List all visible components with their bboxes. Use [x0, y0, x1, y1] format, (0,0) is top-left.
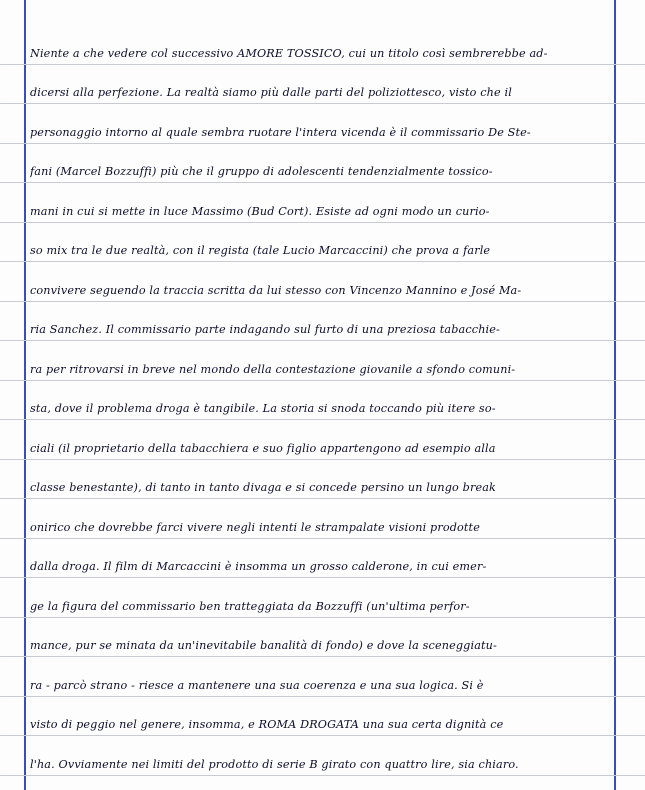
ruled-line: [0, 103, 645, 104]
ruled-line: [0, 301, 645, 302]
handwritten-line: mance, pur se minata da un'inevitabile banalità di fondo) e dove la sceneggiatu-: [30, 639, 497, 652]
handwritten-line: ge la figura del commissario ben tratteggiata da Bozzuffi (un'ultima perfor-: [30, 600, 470, 613]
ruled-line: [0, 538, 645, 539]
handwritten-line: convivere seguendo la traccia scritta da lui stesso con Vincenzo Mannino e José Ma-: [30, 284, 522, 297]
handwritten-line: l'ha. Ovviamente nei limiti del prodotto di serie B girato con quattro lire, sia chiaro.: [30, 758, 519, 771]
handwritten-line: dalla droga. Il film di Marcaccini è insomma un grosso calderone, in cui emer-: [30, 560, 487, 573]
handwritten-line: personaggio intorno al quale sembra ruotare l'intera vicenda è il commissario De Ste-: [30, 126, 531, 139]
ruled-line: [0, 735, 645, 736]
ruled-line: [0, 775, 645, 776]
handwritten-line: ciali (il proprietario della tabacchiera e suo figlio appartengono ad esempio alla: [30, 442, 496, 455]
ruled-line: [0, 143, 645, 144]
handwritten-line: Niente a che vedere col successivo AMORE TOSSICO, cui un titolo così sembrerebbe ad-: [30, 47, 548, 60]
ruled-line: [0, 577, 645, 578]
ruled-line: [0, 340, 645, 341]
ruled-line: [0, 696, 645, 697]
ruled-line: [0, 617, 645, 618]
ruled-line: [0, 64, 645, 65]
ruled-line: [0, 182, 645, 183]
ruled-line: [0, 459, 645, 460]
right-margin-line: [614, 0, 616, 790]
handwritten-line: sta, dove il problema droga è tangibile. La storia si snoda toccando più itere so-: [30, 402, 496, 415]
handwritten-line: onirico che dovrebbe farci vivere negli intenti le strampalate visioni prodotte: [30, 521, 480, 534]
handwritten-line: ra - parcò strano - riesce a mantenere una sua coerenza e una sua logica. Si è: [30, 679, 484, 692]
handwritten-line: ra per ritrovarsi in breve nel mondo della contestazione giovanile a sfondo comuni-: [30, 363, 516, 376]
ruled-line: [0, 419, 645, 420]
ruled-line: [0, 656, 645, 657]
ruled-line: [0, 222, 645, 223]
handwritten-line: dicersi alla perfezione. La realtà siamo più dalle parti del poliziottesco, visto che il: [30, 86, 512, 99]
handwritten-line: ria Sanchez. Il commissario parte indagando sul furto di una preziosa tabacchie-: [30, 323, 500, 336]
ruled-line: [0, 498, 645, 499]
handwritten-line: classe benestante), di tanto in tanto divaga e si concede persino un lungo break: [30, 481, 496, 494]
ruled-line: [0, 380, 645, 381]
handwritten-line: so mix tra le due realtà, con il regista (tale Lucio Marcaccini) che prova a farle: [30, 244, 491, 257]
left-margin-line: [24, 0, 26, 790]
handwritten-line: visto di peggio nel genere, insomma, e ROMA DROGATA una sua certa dignità ce: [30, 718, 504, 731]
handwritten-line: fani (Marcel Bozzuffi) più che il gruppo di adolescenti tendenzialmente tossico-: [30, 165, 493, 178]
handwritten-line: mani in cui si mette in luce Massimo (Bud Cort). Esiste ad ogni modo un curio-: [30, 205, 490, 218]
ruled-line: [0, 261, 645, 262]
